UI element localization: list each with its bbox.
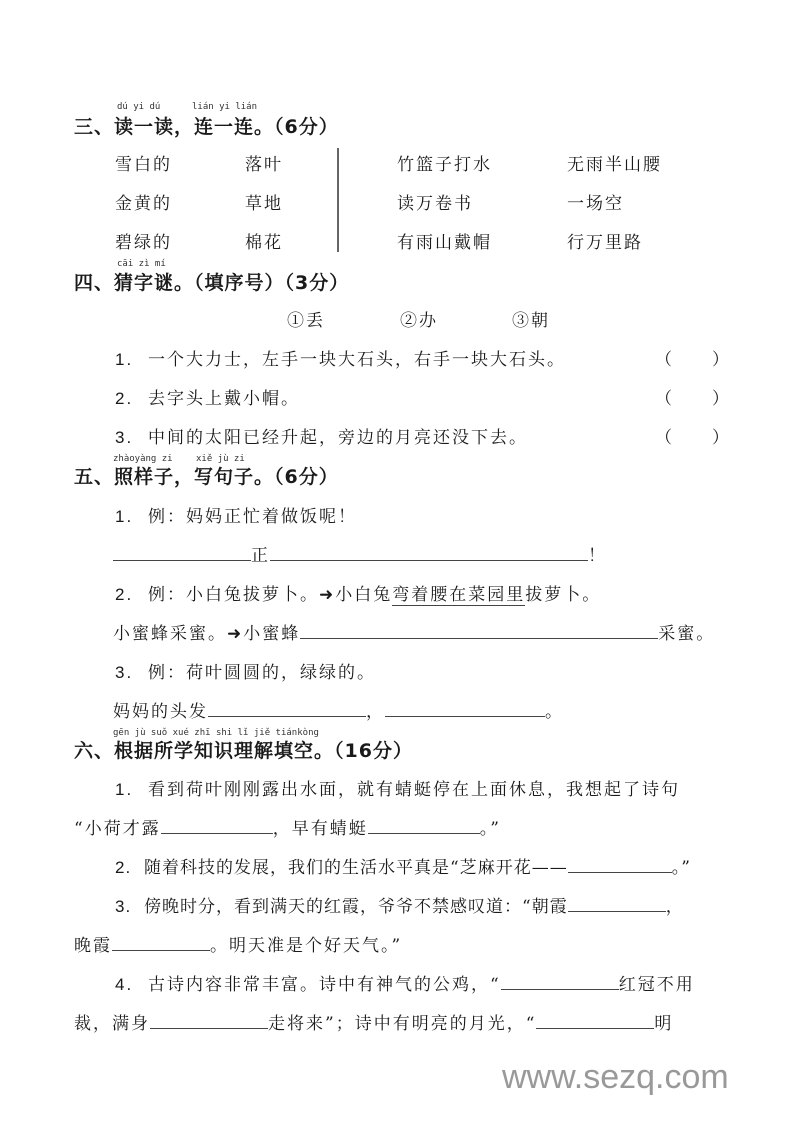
- answer-blank[interactable]: [385, 698, 545, 717]
- match-left-3: 碧绿的: [115, 233, 172, 253]
- answer-blank[interactable]: [150, 1010, 268, 1029]
- poem-mid: ，早有蜻蜓: [272, 819, 368, 839]
- q-num: 1.: [115, 780, 134, 799]
- poem-text: 红冠不用: [618, 975, 695, 995]
- question-end: 。明天准是个好天气。”: [210, 936, 403, 956]
- q5-3-answer: [113, 697, 564, 722]
- riddle-text: 一个大力士，左手一块大石头，右手一块大石头。: [148, 350, 566, 370]
- q-num: 2.: [115, 858, 132, 877]
- column-divider: [337, 148, 339, 252]
- match-rightb-2: 一场空: [567, 194, 624, 214]
- q-num: 1.: [115, 507, 134, 526]
- poem-end: 。”: [479, 819, 501, 839]
- answer-blank[interactable]: [536, 1010, 654, 1029]
- match-left-1: 雪白的: [115, 155, 172, 175]
- q-num: 3.: [115, 663, 134, 682]
- riddle-item-3: [115, 423, 528, 448]
- question-text: 随着科技的发展，我们的生活水平真是“芝麻开花——: [144, 858, 568, 878]
- question-text: 傍晚时分，看到满天的红霞，爷爷不禁感叹道：“朝霞: [144, 897, 568, 917]
- pinyin-example: zhàoyàng zi: [113, 454, 173, 464]
- section-4-title: 四、猜字谜。（填序号）（3分）: [74, 272, 350, 294]
- section-5-title: 五、照样子，写句子。（6分）: [74, 466, 339, 488]
- example-text: 例：荷叶圆圆的，绿绿的。: [148, 663, 376, 683]
- q5-2-example: [115, 580, 601, 605]
- answer-blank[interactable]: [300, 620, 658, 639]
- match-right-3: 有雨山戴帽: [397, 233, 492, 253]
- example-text-end: 拔萝卜。: [525, 585, 602, 605]
- q6-3-line1: [115, 892, 684, 917]
- question-text: 古诗内容非常丰富。诗中有神气的公鸡，“: [148, 975, 501, 995]
- option-2: ②办: [400, 311, 438, 331]
- match-rightb-1: 无雨半山腰: [567, 155, 662, 175]
- q6-4-line1: [115, 970, 695, 995]
- pinyin-read: dú yi dú: [117, 102, 161, 112]
- answer-blank[interactable]: [568, 854, 672, 873]
- answer-blank[interactable]: [568, 893, 666, 912]
- section-3-title: 三、读一读，连一连。（6分）: [74, 116, 339, 138]
- answer-blank[interactable]: [161, 815, 273, 834]
- q-num: 3.: [115, 897, 132, 916]
- paren-open: （: [655, 389, 672, 409]
- q-num: 2.: [115, 585, 134, 604]
- q6-4-line2: [74, 1009, 673, 1034]
- poem-text: 裁，满身: [74, 1014, 150, 1034]
- answer-paren-3[interactable]: [655, 423, 729, 448]
- answer-blank[interactable]: [270, 542, 588, 561]
- riddle-num: 3.: [115, 428, 134, 447]
- poem-text: 明: [654, 1014, 674, 1034]
- period: 。: [545, 702, 564, 722]
- match-left-2: 金黄的: [115, 194, 172, 214]
- riddle-text: 中间的太阳已经升起，旁边的月亮还没下去。: [148, 428, 528, 448]
- paren-open: （: [655, 350, 672, 370]
- option-3: ③朝: [512, 311, 550, 331]
- match-right-1: 竹篮子打水: [397, 155, 492, 175]
- answer-blank[interactable]: [501, 971, 619, 990]
- paren-open: （: [655, 428, 672, 448]
- pinyin-write: xiě jù zi: [196, 454, 245, 464]
- riddle-num: 2.: [115, 389, 134, 408]
- q6-3-line2: [74, 931, 402, 956]
- answer-paren-1[interactable]: [655, 345, 729, 370]
- paren-close: ）: [712, 428, 729, 448]
- riddle-item-2: [115, 384, 300, 409]
- answer-blank[interactable]: [113, 542, 251, 561]
- poem-start: “小荷才露: [74, 819, 161, 839]
- prompt-end: 采蜜。: [658, 624, 716, 644]
- question-end: 。”: [671, 858, 691, 878]
- example-text: 例：妈妈正忙着做饭呢！: [148, 507, 357, 527]
- underlined-phrase: 弯着腰在菜园里: [392, 585, 526, 605]
- answer-blank[interactable]: [112, 932, 210, 951]
- pinyin-fill: gēn jù suǒ xué zhī shi lǐ jiě tiánkòng: [113, 728, 319, 738]
- q5-2-answer: [113, 619, 715, 644]
- q5-1-example: [115, 502, 357, 527]
- q6-1-line1: [115, 775, 680, 800]
- q6-1-line2: [74, 814, 501, 839]
- comma: ，: [665, 897, 684, 917]
- q5-3-example: [115, 658, 376, 683]
- fixed-char: 正: [251, 546, 270, 566]
- match-rightb-3: 行万里路: [567, 233, 643, 253]
- match-leftb-1: 落叶: [245, 155, 283, 175]
- q5-1-answer: [113, 541, 607, 566]
- exclaim: ！: [588, 546, 607, 566]
- comma: ，: [366, 702, 385, 722]
- prompt-text: 小蜜蜂采蜜。➜小蜜蜂: [113, 624, 301, 644]
- riddle-text: 去字头上戴小帽。: [148, 389, 300, 409]
- question-text: 看到荷叶刚刚露出水面，就有蜻蜓停在上面休息，我想起了诗句: [148, 780, 680, 800]
- pinyin-riddle: cāi zì mí: [117, 259, 166, 269]
- match-leftb-3: 棉花: [245, 233, 283, 253]
- match-leftb-2: 草地: [245, 194, 283, 214]
- riddle-item-1: [115, 345, 566, 370]
- q6-2: [115, 853, 691, 878]
- riddle-num: 1.: [115, 350, 134, 369]
- pinyin-connect: lián yi lián: [192, 102, 258, 112]
- q-num: 4.: [115, 975, 134, 994]
- answer-blank[interactable]: [368, 815, 480, 834]
- example-text: 例：小白兔拔萝卜。➜小白兔: [148, 585, 393, 605]
- prompt-text: 晚霞: [74, 936, 112, 956]
- poem-text: 走将来”；诗中有明亮的月光，“: [268, 1014, 537, 1034]
- option-1: ①丢: [287, 311, 325, 331]
- answer-paren-2[interactable]: [655, 384, 729, 409]
- paren-close: ）: [712, 350, 729, 370]
- prompt-text: 妈妈的头发: [113, 702, 208, 722]
- answer-blank[interactable]: [208, 698, 366, 717]
- match-right-2: 读万卷书: [397, 194, 473, 214]
- paren-close: ）: [712, 389, 729, 409]
- section-6-title: 六、根据所学知识理解填空。（16分）: [74, 740, 413, 762]
- watermark: www.sezq.com: [502, 1058, 729, 1096]
